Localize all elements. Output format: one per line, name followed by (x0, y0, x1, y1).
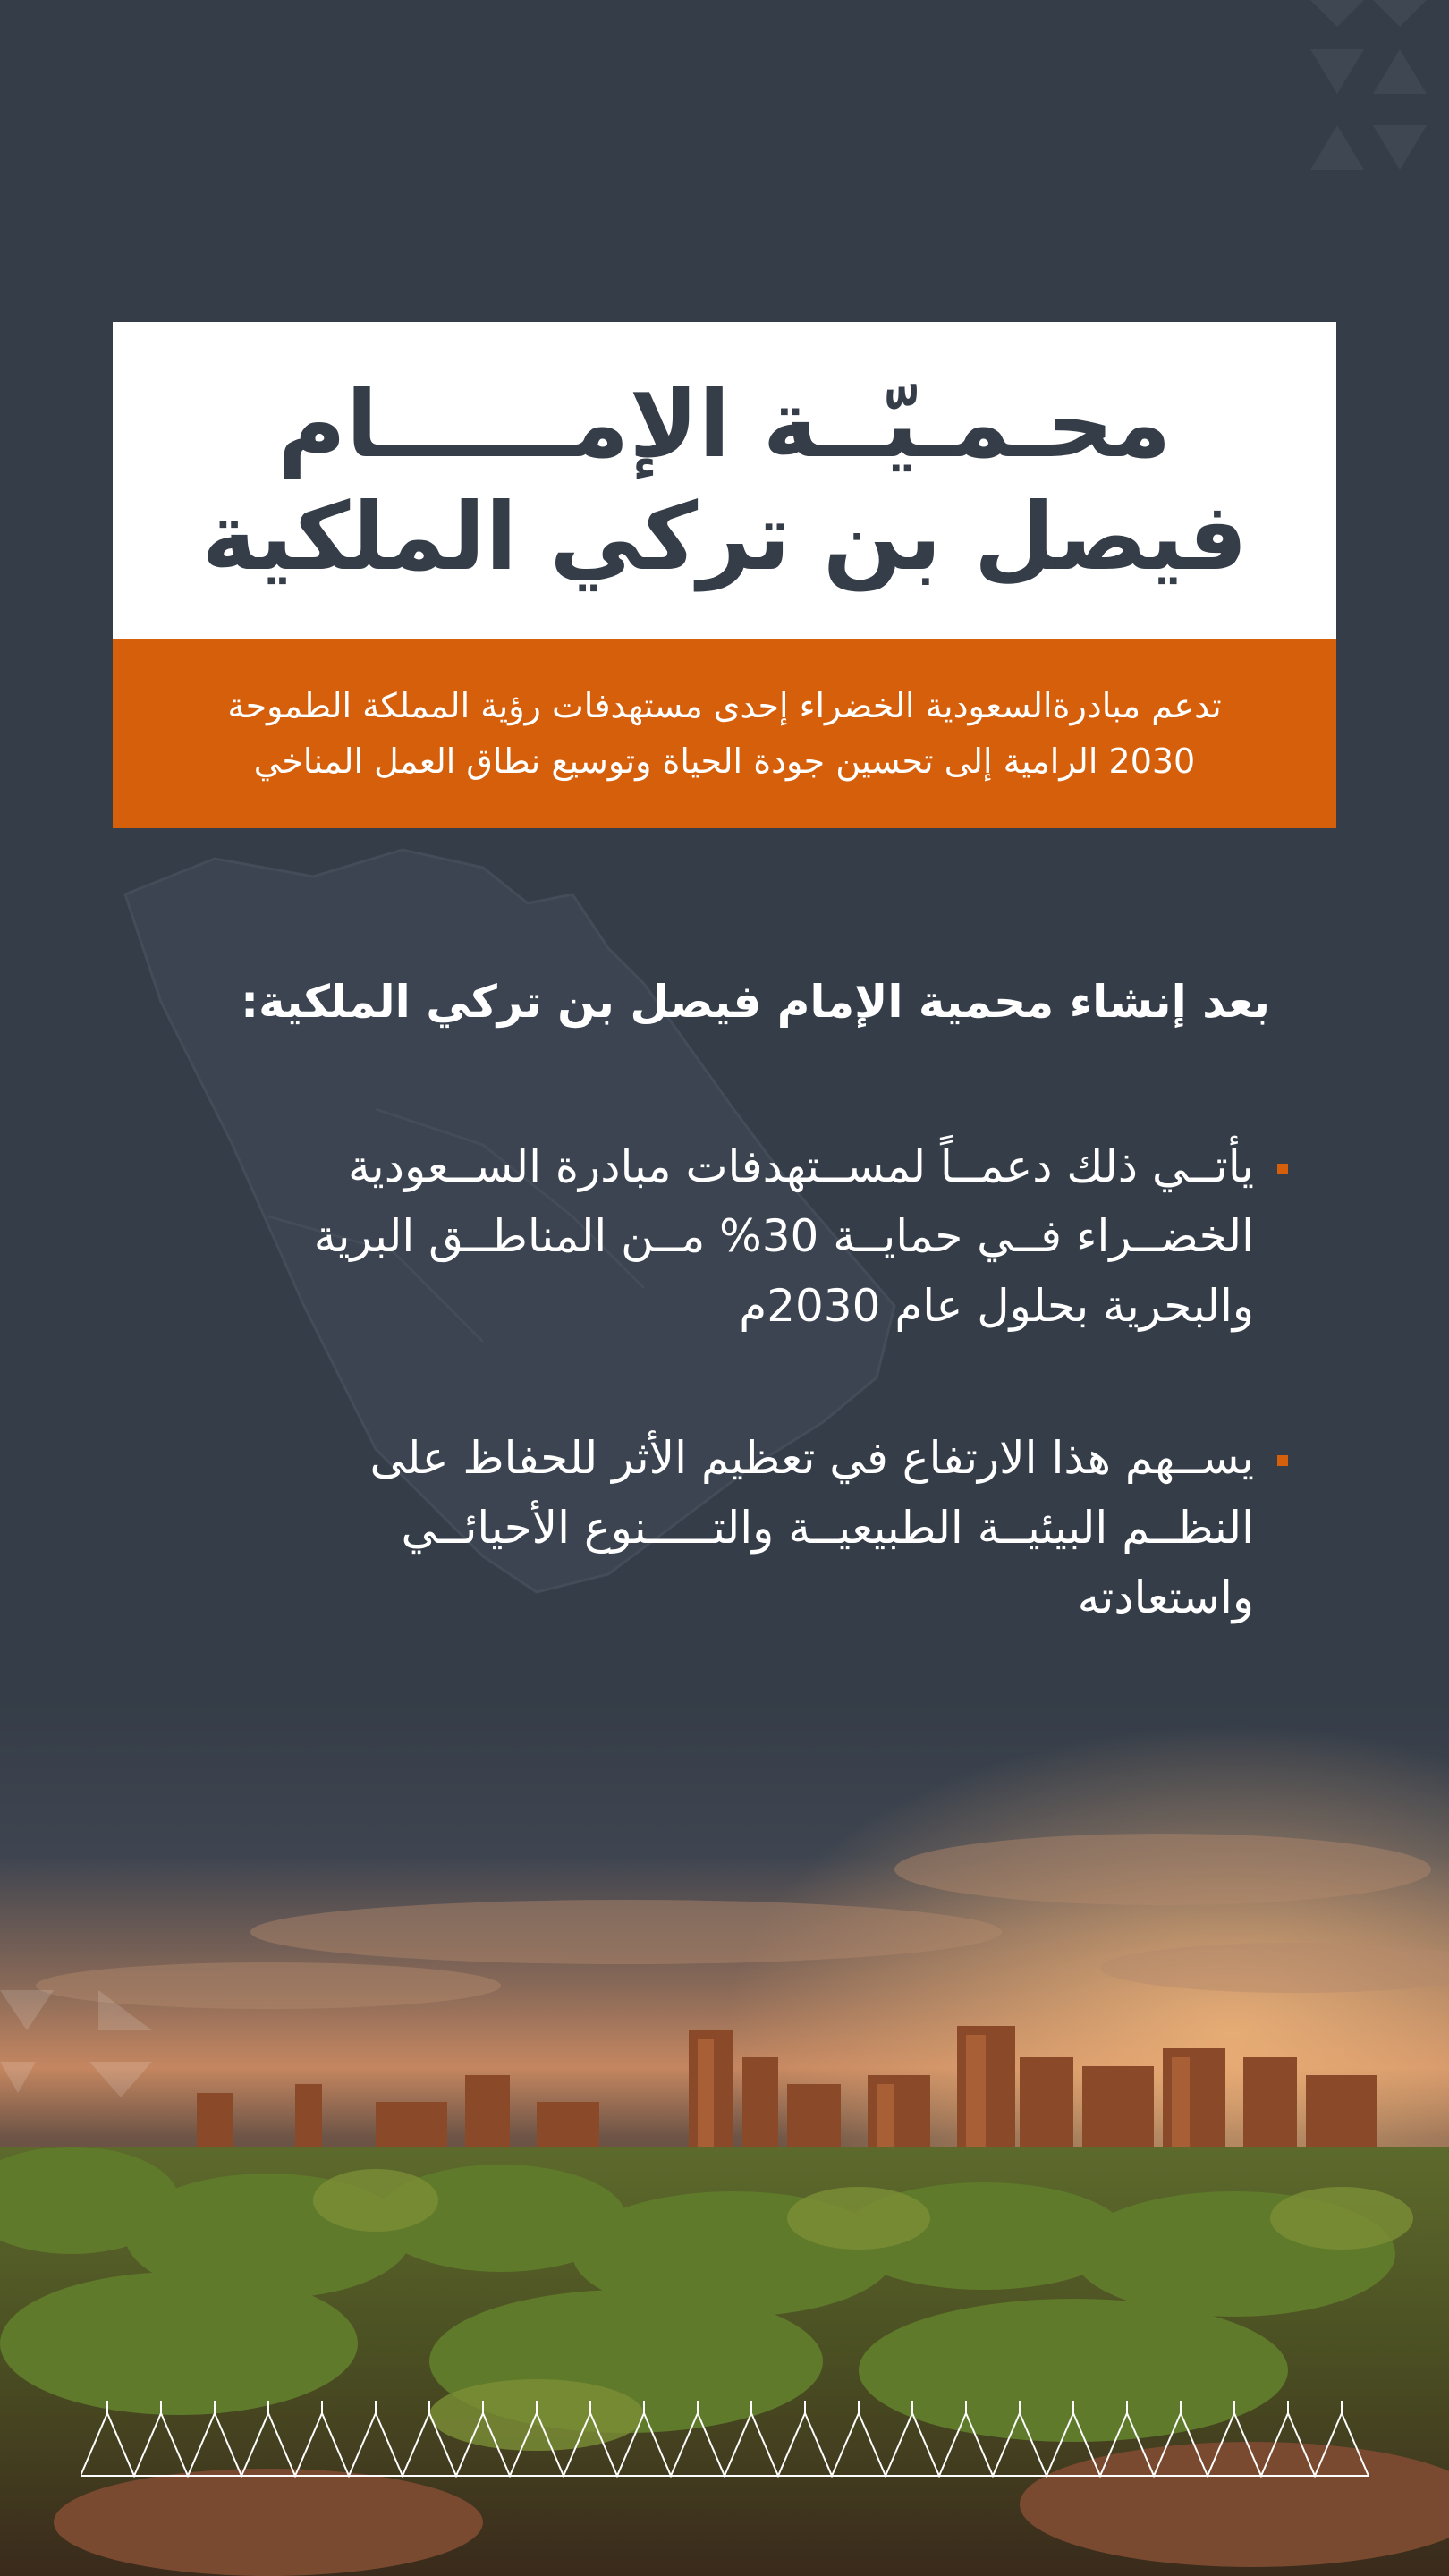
bullet-line: واستعادته (1077, 1572, 1254, 1623)
bullet-line: النظــم البيئيــة الطبيعيــة والتـــــنوع الأحيائــي (401, 1502, 1254, 1554)
square-bullet-icon (1277, 1455, 1288, 1466)
subtitle-line-1: تدعم مبادرةالسعودية الخضراء إحدى مستهدفات رؤية المملكة الطموحة (227, 686, 1222, 725)
triangle-pattern-icon (0, 1981, 179, 2142)
tent-pattern-icon (80, 2397, 1368, 2478)
page-title-line-1: محـمـيّــة الإمــــــام (277, 369, 1172, 479)
square-bullet-icon (1277, 1164, 1288, 1174)
bullet-text (314, 1131, 1254, 1341)
bullet-item (170, 1131, 1288, 1341)
bullet-line: الخضــراء فــي حمايــة 30% مــن المناطــق البرية (313, 1210, 1254, 1262)
bullet-text (369, 1423, 1254, 1632)
bullet-line: يســهم هذا الارتفاع في تعظيم الأثر للحفاظ على (369, 1432, 1254, 1484)
triangle-pattern-icon (1270, 0, 1449, 197)
title-card (113, 322, 1336, 639)
page-title-line-2: فيصل بن تركي الملكية (201, 482, 1248, 591)
bullet-item (170, 1423, 1288, 1632)
subtitle-line-2: 2030 الرامية إلى تحسين جودة الحياة وتوسيع نطاق العمل المناخي (253, 741, 1196, 781)
bullet-line: يأتــي ذلك دعمــاً لمســتهدفات مبادرة الســعودية (348, 1140, 1254, 1192)
bullet-line: والبحرية بحلول عام 2030م (739, 1280, 1254, 1332)
subtitle-band (113, 639, 1336, 828)
section-heading: بعد إنشاء محمية الإمام فيصل بن تركي الملكية: (241, 976, 1270, 1028)
